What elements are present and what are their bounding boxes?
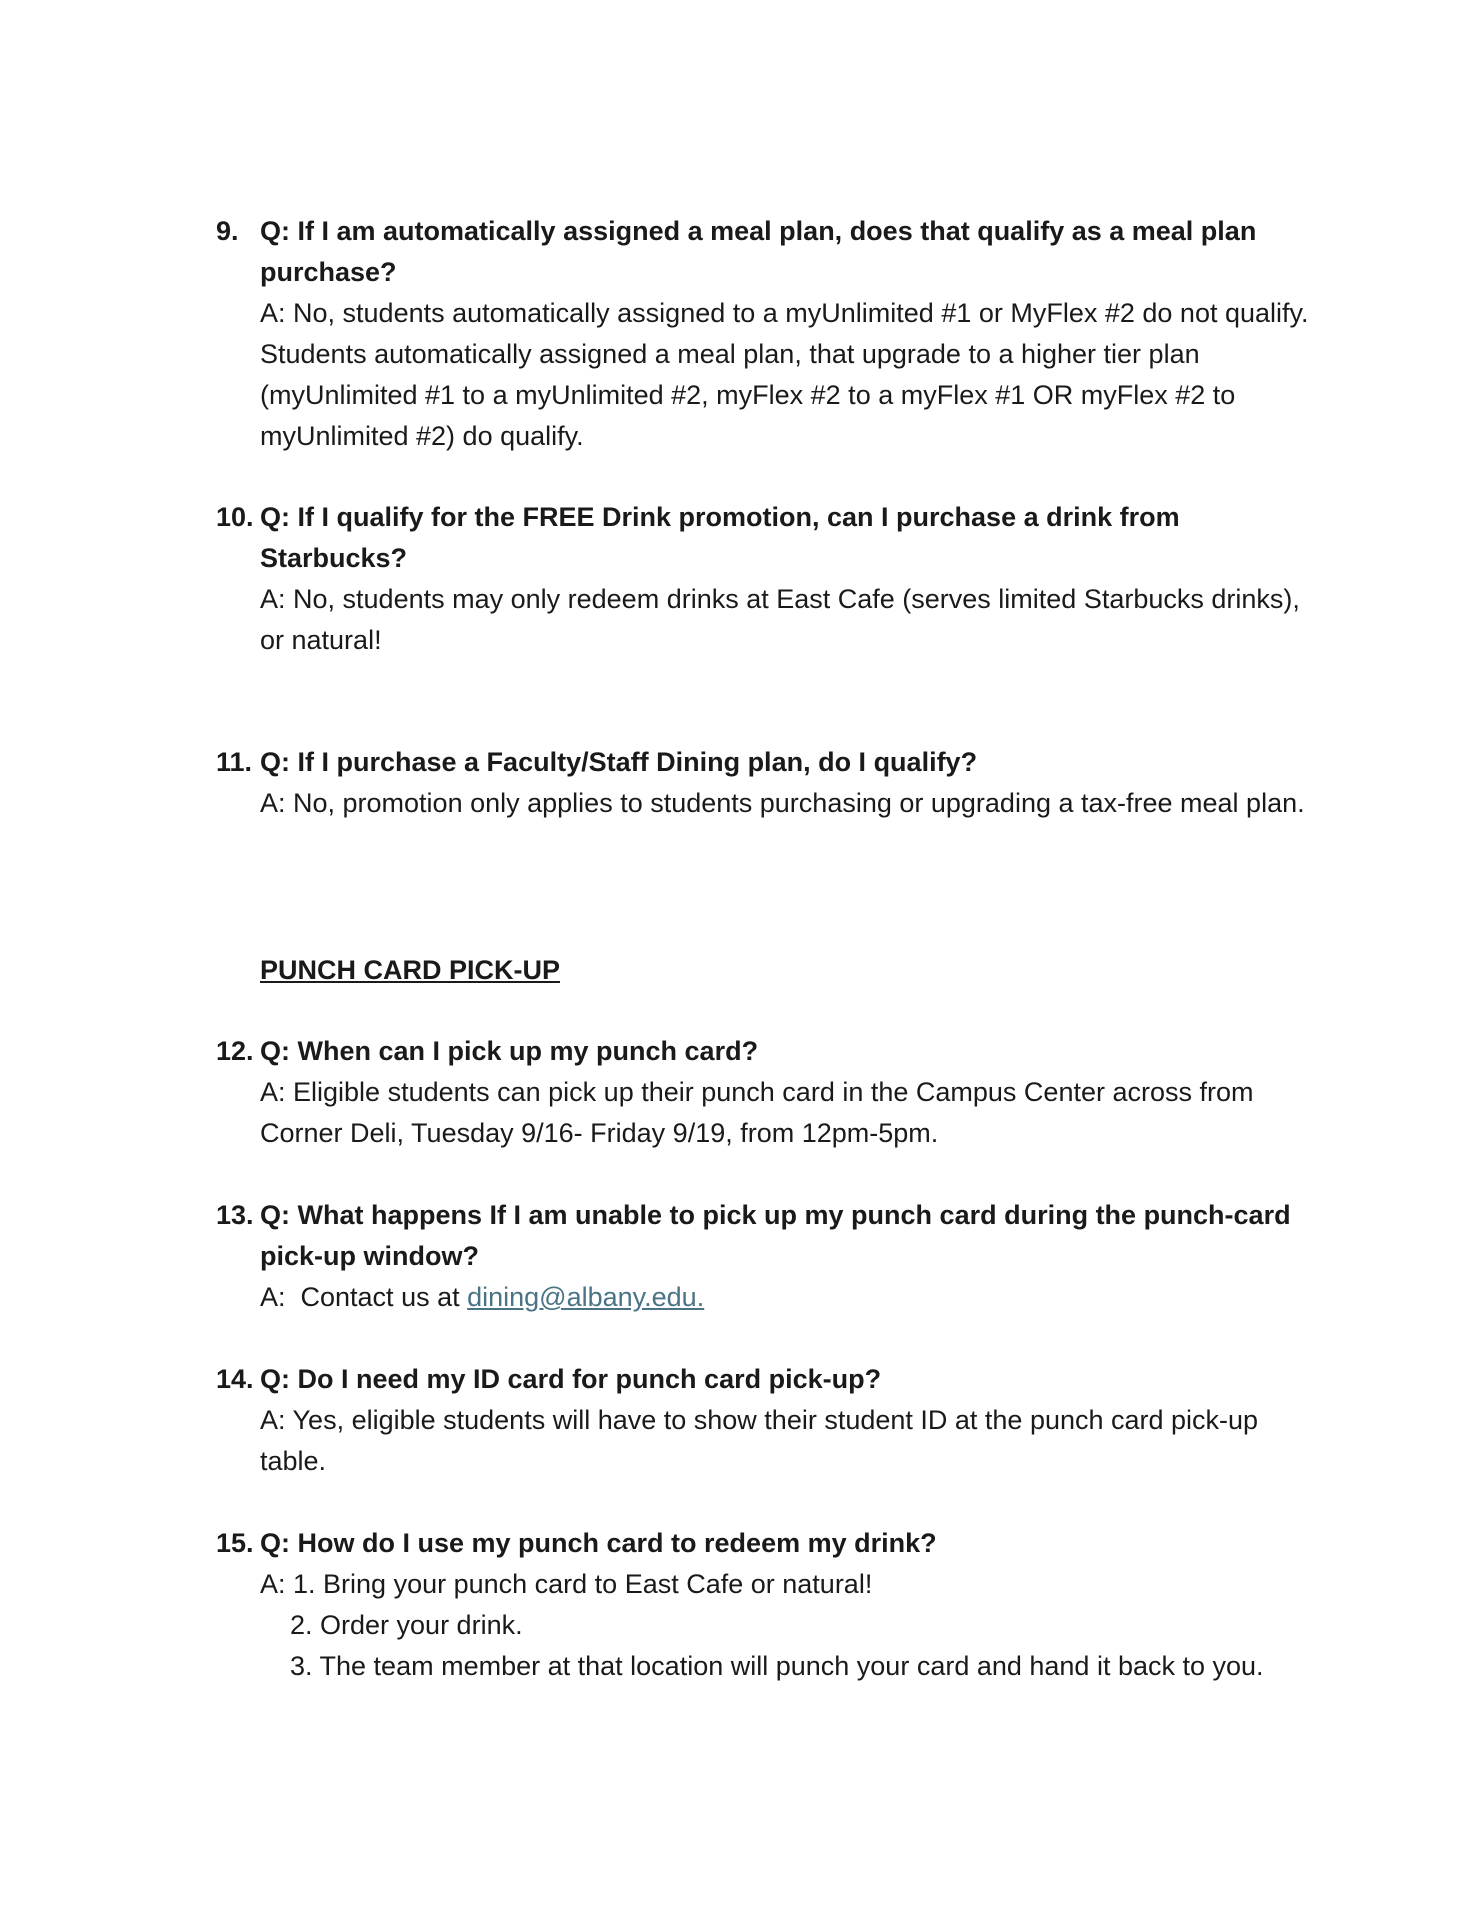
faq-number: 9. (216, 216, 239, 246)
faq-question: Q: What happens If I am unable to pick up my punch card during the punch-card pick-up window? (260, 1200, 1291, 1271)
faq-answer-step: A: 1. Bring your punch card to East Cafe or natural! (260, 1569, 873, 1599)
faq-answer: A: Eligible students can pick up their punch card in the Campus Center across from Corner Deli, Tuesday 9/16- Friday 9/19, from 12pm-5pm. (260, 1077, 1254, 1148)
faq-number: 11. (216, 747, 253, 777)
faq-item-14 (216, 1359, 1316, 1482)
faq-item-9 (216, 211, 1316, 457)
faq-question: Q: When can I pick up my punch card? (260, 1036, 759, 1066)
section-heading: PUNCH CARD PICK-UP (260, 955, 561, 985)
faq-answer-step-text: 3. The team member at that location will punch your card and hand it back to you. (290, 1651, 1264, 1681)
faq-item-15 (216, 1523, 1316, 1687)
faq-number: 14. (216, 1364, 254, 1394)
faq-item-12 (216, 1031, 1316, 1154)
faq-question: Q: If I am automatically assigned a meal plan, does that qualify as a meal plan purchase? (260, 216, 1257, 287)
faq-answer: A: No, students automatically assigned to a myUnlimited #1 or MyFlex #2 do not qualify. Students automatically assigned a meal plan, that upgrade to a higher tier plan (myUnlimited #1 to a myUnlimited #2, myFlex #2 to a myFlex #1 OR myFlex #2 to myUnlimited #2) do qualify. (260, 298, 1309, 451)
faq-question: Q: Do I need my ID card for punch card pick-up? (260, 1364, 882, 1394)
faq-question: Q: If I qualify for the FREE Drink promotion, can I purchase a drink from Starbucks? (260, 502, 1180, 573)
faq-number: 10. (216, 502, 254, 532)
faq-question: Q: If I purchase a Faculty/Staff Dining plan, do I qualify? (260, 747, 978, 777)
faq-answer-step: 2. Order your drink. (290, 1610, 523, 1640)
faq-item-10 (216, 497, 1316, 661)
faq-question: Q: How do I use my punch card to redeem my drink? (260, 1528, 937, 1558)
faq-number: 13. (216, 1200, 254, 1230)
faq-answer: A: No, students may only redeem drinks at East Cafe (serves limited Starbucks drinks), or natural! (260, 584, 1300, 655)
email-link[interactable]: dining@albany.edu. (467, 1282, 705, 1312)
faq-answer (260, 1277, 1316, 1318)
faq-answer: A: Yes, eligible students will have to show their student ID at the punch card pick-up table. (260, 1405, 1259, 1476)
faq-number: 12. (216, 1036, 254, 1066)
faq-item-13 (216, 1195, 1316, 1318)
faq-number: 15. (216, 1528, 254, 1558)
faq-answer-step (260, 1646, 1316, 1687)
answer-prefix: A: Contact us at (260, 1282, 468, 1312)
faq-answer: A: No, promotion only applies to students purchasing or upgrading a tax-free meal plan. (260, 788, 1305, 818)
faq-item-11 (216, 742, 1316, 824)
